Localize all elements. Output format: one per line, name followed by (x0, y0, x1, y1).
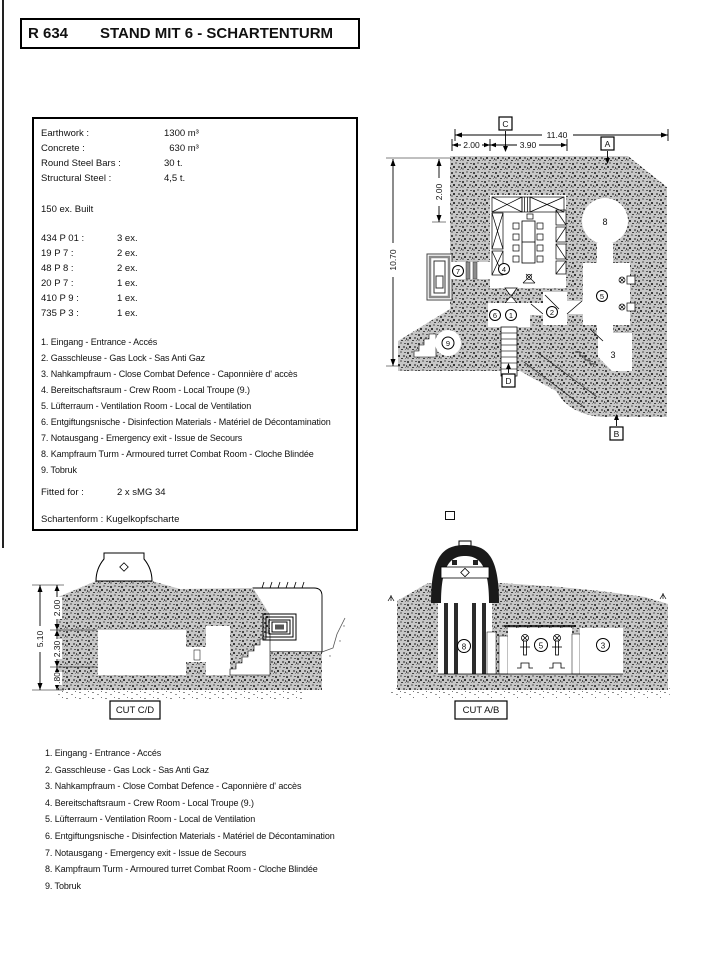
dim-label-depth: 10.70 (388, 249, 398, 271)
dim-label-cd-mid: 2.30 (52, 640, 62, 658)
room-number-3: 3 (600, 641, 606, 651)
cut-ab-label: CUT A/B (462, 705, 500, 716)
section-room-5 (504, 626, 576, 674)
legend-item: 7. Notausgang - Emergency exit - Issue de Secours (45, 847, 247, 858)
legend-item: 6. Entgiftungsnische - Disinfection Materials - Matériel de Décontamination (45, 830, 335, 841)
dim-label-cd-bottom: .80 (52, 672, 62, 684)
turret-cupola (96, 553, 152, 581)
legend-item: 2. Gasschleuse - Gas Lock - Sas Anti Gaz (45, 764, 210, 775)
room-5-ventilation (583, 263, 635, 325)
fitted-for-row: Fitted for : 2 x sMG 34 (41, 487, 166, 498)
variant-row: 19 P 7 : 2 ex. (41, 248, 138, 259)
legend-item: 1. Eingang - Entrance - Accés (41, 337, 158, 347)
dim-label-depth-seg: 2.00 (434, 183, 444, 201)
armoured-turret-cap (431, 541, 499, 603)
legend-item: 4. Bereitschaftsraum - Crew Room - Local Troupe (9.) (45, 797, 254, 808)
grass-tuft (660, 593, 666, 599)
svg-text:B: B (613, 429, 620, 439)
cut-cd-label-box (110, 701, 160, 719)
section-room-3 (572, 628, 623, 674)
terrain-slope (322, 618, 345, 657)
page-edge-line (2, 0, 4, 548)
variant-row: 48 P 8 : 2 ex. (41, 263, 138, 274)
room-number-9: 9 (445, 339, 451, 348)
dim-label-seg-left: 2.00 (463, 140, 480, 150)
legend-item: 3. Nahkampfraum - Close Combat Defence - Caponnière d' accès (45, 781, 302, 792)
dim-label-total-width: 11.40 (546, 130, 568, 140)
spec-row: Round Steel Bars : 30 t. (41, 158, 183, 169)
legend-item: 8. Kampfraum Turm - Armoured turret Combat Room - Cloche Blindée (41, 449, 314, 459)
variant-row: 735 P 3 : 1 ex. (41, 308, 138, 319)
section-cd-diagram (15, 543, 353, 727)
variant-row: 20 P 7 : 1 ex. (41, 278, 138, 289)
legend-item: 9. Tobruk (41, 465, 77, 475)
plan-view-diagram (378, 98, 710, 446)
room-number-7: 7 (455, 267, 461, 276)
railing-ticks (262, 582, 304, 588)
legend-item: 5. Lüfterraum - Ventilation Room - Local de Ventilation (41, 401, 252, 411)
grass-tuft (388, 595, 394, 601)
room-4-crew-room (490, 195, 566, 288)
room-number-8: 8 (602, 217, 608, 227)
variant-row: 434 P 01 : 3 ex. (41, 233, 138, 244)
bunker-code: R 634 (28, 25, 69, 42)
room-number-1: 1 (508, 311, 514, 320)
legend-item: 7. Notausgang - Emergency exit - Issue de Secours (41, 433, 243, 443)
svg-text:A: A (604, 139, 611, 149)
room-number-2: 2 (549, 308, 555, 317)
room-number-4: 4 (501, 265, 507, 274)
section-ab-diagram (383, 528, 695, 728)
room-number-5: 5 (599, 292, 605, 301)
room-number-3: 3 (610, 350, 616, 360)
legend-item: 3. Nahkampfraum - Close Combat Defence - Caponnière d' accès (41, 369, 298, 379)
emergency-exit-shaft (427, 254, 452, 300)
legend-item: 6. Entgiftungsnische - Disinfection Materials - Matériel de Décontamination (41, 417, 331, 427)
bottom-legend (45, 745, 385, 894)
legend-item: 1. Eingang - Entrance - Accés (45, 748, 162, 758)
svg-text:C: C (502, 119, 509, 129)
dim-label-cd-total: 5.10 (35, 630, 45, 648)
mg-mount-icon (619, 276, 635, 284)
legend-item: 8. Kampfraum Turm - Armoured turret Combat Room - Cloche Blindée (45, 864, 318, 875)
stray-square-mark (445, 511, 455, 520)
legend-item: 9. Tobruk (45, 880, 81, 891)
legend-item: 2. Gasschleuse - Gas Lock - Sas Anti Gaz (41, 353, 206, 363)
cut-ab-label-box (455, 701, 507, 719)
svg-text:D: D (505, 376, 512, 386)
cut-marker-b (610, 414, 623, 440)
dim-label-cd-top: 2.00 (52, 599, 62, 617)
cut-marker-c (499, 117, 512, 152)
title-box (20, 18, 360, 49)
spec-row: Structural Steel : 4,5 t. (41, 173, 186, 184)
schartenform-row: Schartenform : Kugelkopfscharte (41, 514, 180, 525)
built-count: 150 ex. Built (41, 204, 94, 215)
mg-mount-icon (619, 303, 635, 311)
variant-row: 410 P 9 : 1 ex. (41, 293, 138, 304)
legend-item: 5. Lüfterraum - Ventilation Room - Local de Ventilation (45, 814, 256, 825)
spec-row: Concrete : 630 m³ (41, 143, 199, 154)
room-number-8: 8 (461, 642, 467, 652)
page-title: STAND MIT 6 - SCHARTENTURM (100, 25, 334, 42)
cut-cd-label: CUT C/D (115, 705, 155, 716)
turret-shaft (438, 600, 492, 674)
room-number-5: 5 (538, 641, 544, 651)
room-number-6: 6 (492, 311, 498, 320)
dim-label-seg-mid: 3.90 (519, 140, 537, 150)
legend-item: 4. Bereitschaftsraum - Crew Room - Local Troupe (9.) (41, 385, 250, 395)
crew-table (522, 221, 535, 263)
room-7-corridor (451, 262, 490, 279)
spec-box (32, 117, 358, 531)
spec-row: Earthwork : 1300 m³ (41, 128, 199, 139)
